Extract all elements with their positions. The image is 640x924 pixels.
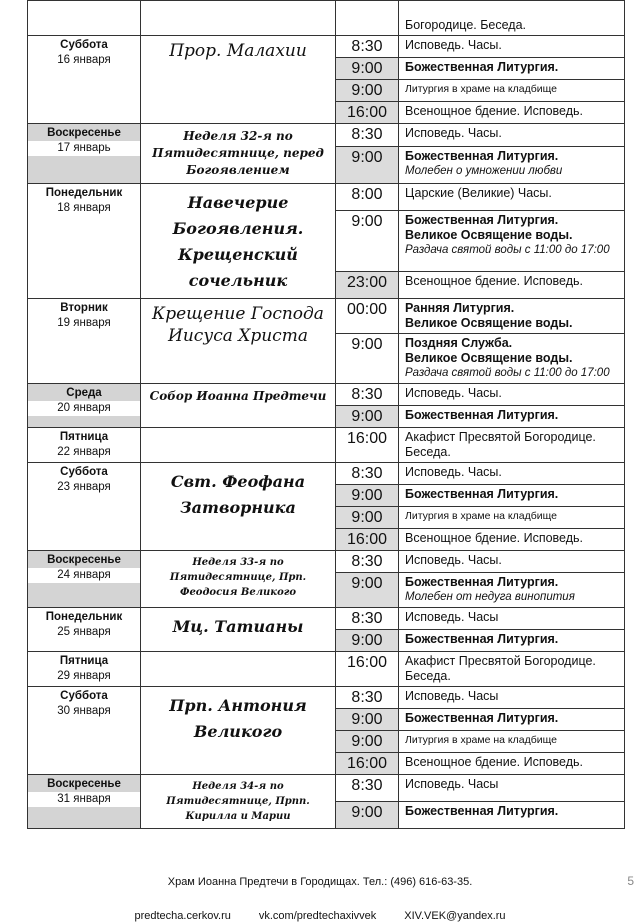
day-cell bbox=[28, 551, 141, 608]
service-text: Всенощное бдение. Исповедь. bbox=[405, 755, 583, 769]
service-text: Исповедь. Часы. bbox=[405, 553, 502, 567]
service-text: Богородице. Беседа. bbox=[399, 1, 625, 36]
service-cell bbox=[399, 652, 625, 687]
service-cell bbox=[399, 802, 625, 829]
day-cell bbox=[28, 124, 141, 184]
service-cell bbox=[399, 428, 625, 463]
day-name: Понедельник bbox=[45, 611, 123, 623]
service-text: Поздняя Служба. bbox=[405, 336, 513, 350]
day-name: Суббота bbox=[60, 690, 108, 702]
day-date: 29 января bbox=[57, 670, 111, 682]
service-text: Ранняя Литургия. bbox=[405, 301, 515, 315]
vk-link[interactable]: vk.com/predtechaxivvek bbox=[258, 910, 377, 922]
service-text: Всенощное бдение. Исповедь. bbox=[405, 531, 583, 545]
schedule-row bbox=[28, 124, 625, 147]
service-time: 9:00 bbox=[336, 58, 399, 80]
day-cell-empty bbox=[28, 1, 141, 36]
service-text: Литургия в храме на кладбище bbox=[405, 510, 557, 522]
schedule-row bbox=[28, 36, 625, 58]
service-cell bbox=[399, 529, 625, 551]
feast-cell: Навечерие Богоявления. Крещенский сочельник bbox=[141, 184, 336, 299]
service-note: Раздача святой воды с 11:00 до 17:00 bbox=[405, 243, 610, 256]
service-time: 16:00 bbox=[336, 652, 399, 687]
service-cell bbox=[399, 551, 625, 573]
service-text: Великое Освящение воды. bbox=[405, 227, 573, 242]
feast-cell: Крещение Господа Иисуса Христа bbox=[141, 299, 336, 384]
service-time: 8:30 bbox=[336, 463, 399, 485]
service-time: 9:00 bbox=[336, 507, 399, 529]
feast-cell bbox=[141, 652, 336, 687]
service-time: 8:30 bbox=[336, 775, 399, 802]
day-cell bbox=[28, 299, 141, 384]
schedule-row bbox=[28, 184, 625, 211]
service-text: Божественная Литургия. bbox=[405, 575, 559, 589]
day-name: Понедельник bbox=[45, 187, 123, 199]
service-text: Всенощное бдение. Исповедь. bbox=[405, 274, 583, 289]
service-time: 9:00 bbox=[336, 147, 399, 184]
service-time: 16:00 bbox=[336, 102, 399, 124]
day-cell bbox=[28, 36, 141, 124]
schedule-row bbox=[28, 652, 625, 687]
service-text: Исповедь. Часы. bbox=[405, 38, 502, 52]
feast-cell: Мц. Татианы bbox=[141, 608, 336, 652]
service-cell bbox=[399, 775, 625, 802]
service-text: Исповедь. Часы. bbox=[405, 465, 502, 479]
service-time: 8:30 bbox=[336, 608, 399, 630]
schedule-row bbox=[28, 299, 625, 334]
service-cell bbox=[399, 731, 625, 753]
day-name: Воскресенье bbox=[47, 554, 121, 566]
service-cell bbox=[399, 608, 625, 630]
service-cell bbox=[399, 124, 625, 147]
day-cell bbox=[28, 687, 141, 775]
service-cell bbox=[399, 210, 625, 271]
email-link[interactable]: XIV.VEK@yandex.ru bbox=[404, 910, 506, 922]
service-cell bbox=[399, 102, 625, 124]
website-link[interactable]: predtecha.cerkov.ru bbox=[134, 910, 231, 922]
service-time: 8:30 bbox=[336, 36, 399, 58]
day-cell bbox=[28, 184, 141, 299]
day-date: 20 января bbox=[28, 401, 140, 416]
service-text: Исповедь. Часы. bbox=[405, 126, 502, 140]
service-text: Акафист Пресвятой Богородице. Беседа. bbox=[405, 430, 596, 459]
day-date: 24 января bbox=[28, 568, 140, 583]
service-text: Божественная Литургия. bbox=[405, 149, 559, 164]
service-time: 9:00 bbox=[336, 802, 399, 829]
day-date: 30 января bbox=[57, 705, 111, 717]
day-name: Суббота bbox=[60, 39, 108, 51]
service-time: 9:00 bbox=[336, 80, 399, 102]
day-date: 18 января bbox=[57, 202, 111, 214]
service-cell bbox=[399, 272, 625, 299]
day-name: Пятница bbox=[59, 431, 109, 443]
schedule-row bbox=[28, 463, 625, 485]
service-time: 16:00 bbox=[336, 529, 399, 551]
schedule-row bbox=[28, 775, 625, 802]
service-cell bbox=[399, 630, 625, 652]
service-time: 8:30 bbox=[336, 384, 399, 406]
service-cell bbox=[399, 80, 625, 102]
day-cell bbox=[28, 428, 141, 463]
service-note: Молебен от недуга винопития bbox=[405, 591, 575, 603]
service-time: 00:00 bbox=[336, 299, 399, 334]
day-date: 16 января bbox=[57, 54, 111, 66]
service-text: Божественная Литургия. bbox=[405, 60, 559, 74]
feast-cell: Неделя 34-я по Пятидесятнице, Прпп. Кирилла и Марии bbox=[141, 775, 336, 829]
service-cell bbox=[399, 58, 625, 80]
feast-cell-empty bbox=[141, 1, 336, 36]
service-cell bbox=[399, 406, 625, 428]
service-cell bbox=[399, 687, 625, 709]
service-text: Божественная Литургия. bbox=[405, 212, 559, 227]
day-cell bbox=[28, 384, 141, 428]
service-cell bbox=[399, 36, 625, 58]
service-text: Великое Освящение воды. bbox=[405, 351, 573, 365]
day-date: 19 января bbox=[57, 317, 111, 329]
service-text: Литургия в храме на кладбище bbox=[405, 734, 557, 746]
service-time: 9:00 bbox=[336, 406, 399, 428]
service-cell bbox=[399, 334, 625, 384]
day-cell bbox=[28, 463, 141, 551]
service-time: 8:30 bbox=[336, 124, 399, 147]
day-name: Воскресенье bbox=[47, 778, 121, 790]
service-text: Божественная Литургия. bbox=[405, 711, 559, 725]
service-cell bbox=[399, 299, 625, 334]
service-note: Молебен о умножении любви bbox=[405, 165, 563, 178]
service-text: Акафист Пресвятой Богородице. Беседа. bbox=[405, 654, 596, 683]
day-cell bbox=[28, 652, 141, 687]
service-time: 8:30 bbox=[336, 551, 399, 573]
footer-contacts bbox=[0, 909, 640, 923]
service-text: Исповедь. Часы bbox=[405, 777, 499, 791]
service-time: 9:00 bbox=[336, 485, 399, 507]
service-text: Божественная Литургия. bbox=[405, 632, 559, 646]
service-text: Царские (Великие) Часы. bbox=[405, 186, 552, 200]
day-name: Воскресенье bbox=[47, 127, 121, 139]
schedule-row bbox=[28, 384, 625, 406]
service-text: Исповедь. Часы. bbox=[405, 386, 502, 400]
feast-cell: Свт. Феофана Затворника bbox=[141, 463, 336, 551]
service-time: 9:00 bbox=[336, 210, 399, 271]
service-text: Литургия в храме на кладбище bbox=[405, 83, 557, 95]
service-text: Великое Освящение воды. bbox=[405, 316, 573, 330]
service-time: 9:00 bbox=[336, 630, 399, 652]
service-time: 9:00 bbox=[336, 709, 399, 731]
church-address: Храм Иоанна Предтечи в Городищах. Тел.: (496) 616-63-35. bbox=[167, 876, 473, 888]
feast-cell: Прп. Антония Великого bbox=[141, 687, 336, 775]
service-time: 8:30 bbox=[336, 687, 399, 709]
service-time: 9:00 bbox=[336, 731, 399, 753]
day-date: 22 января bbox=[57, 446, 111, 458]
day-date: 25 января bbox=[57, 626, 111, 638]
service-cell bbox=[399, 485, 625, 507]
service-time: 8:00 bbox=[336, 184, 399, 211]
day-cell bbox=[28, 608, 141, 652]
schedule-table bbox=[27, 0, 625, 829]
service-time: 9:00 bbox=[336, 334, 399, 384]
service-text: Исповедь. Часы bbox=[405, 610, 499, 624]
schedule-row bbox=[28, 608, 625, 630]
day-name: Среда bbox=[66, 387, 102, 399]
day-cell bbox=[28, 775, 141, 829]
service-time: 16:00 bbox=[336, 428, 399, 463]
feast-cell: Прор. Малахии bbox=[141, 36, 336, 124]
service-time: 9:00 bbox=[336, 573, 399, 608]
service-cell bbox=[399, 384, 625, 406]
day-name: Суббота bbox=[60, 466, 108, 478]
service-text: Божественная Литургия. bbox=[405, 487, 559, 501]
schedule-row bbox=[28, 687, 625, 709]
feast-cell: Неделя 32-я по Пятидесятнице, перед Богоявлением bbox=[141, 124, 336, 184]
service-cell bbox=[399, 573, 625, 608]
service-cell bbox=[399, 753, 625, 775]
continuation-row bbox=[28, 1, 625, 36]
feast-cell: Неделя 33-я по Пятидесятнице, Прп. Феодосия Великого bbox=[141, 551, 336, 608]
footer bbox=[0, 875, 640, 923]
service-cell bbox=[399, 709, 625, 731]
feast-cell bbox=[141, 428, 336, 463]
service-text: Божественная Литургия. bbox=[405, 408, 559, 422]
service-text: Исповедь. Часы bbox=[405, 689, 499, 703]
day-date: 31 января bbox=[28, 792, 140, 807]
service-time: 23:00 bbox=[336, 272, 399, 299]
service-text: Всенощное бдение. Исповедь. bbox=[405, 104, 583, 118]
page-number: 5 bbox=[627, 874, 634, 888]
service-cell bbox=[399, 507, 625, 529]
day-date: 23 января bbox=[57, 481, 111, 493]
service-cell bbox=[399, 463, 625, 485]
schedule-row bbox=[28, 428, 625, 463]
time-cell-empty bbox=[336, 1, 399, 36]
feast-cell: Собор Иоанна Предтечи bbox=[141, 384, 336, 428]
service-time: 16:00 bbox=[336, 753, 399, 775]
day-name: Вторник bbox=[60, 302, 108, 314]
day-name: Пятница bbox=[59, 655, 109, 667]
day-date: 17 январь bbox=[28, 141, 140, 156]
service-note: Раздача святой воды с 11:00 до 17:00 bbox=[405, 367, 610, 379]
schedule-row bbox=[28, 551, 625, 573]
service-cell bbox=[399, 184, 625, 211]
service-text: Божественная Литургия. bbox=[405, 804, 559, 818]
service-cell bbox=[399, 147, 625, 184]
